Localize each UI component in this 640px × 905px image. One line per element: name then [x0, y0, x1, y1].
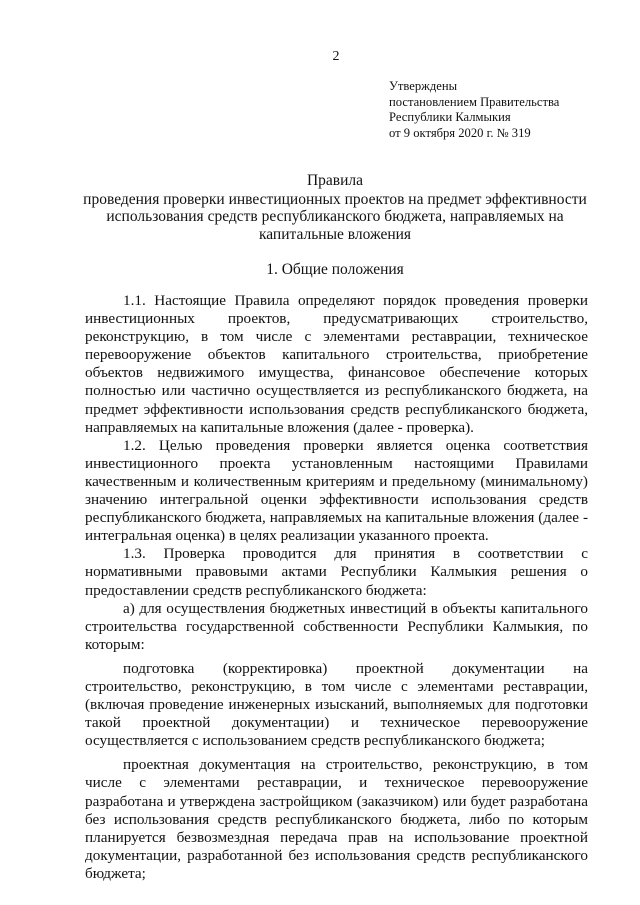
document-body [85, 292, 588, 883]
document-subtitle: проведения проверки инвестиционных проектов на предмет эффективности использования средств республиканского бюджета, направляемых на капитальные вложения [83, 190, 587, 243]
paragraph: 1.3. Проверка проводится для принятия в соответствии с нормативными правовыми актами Республики Калмыкия решения о предоставлении средств республиканского бюджета: [85, 545, 588, 599]
paragraph: подготовка (корректировка) проектной документации на строительство, реконструкцию, в том числе с элементами реставрации, (включая проведение инженерных изысканий, выполняемых для подготовки такой проектной документации) и техническое перевооружение осуществляется с использованием средств республиканского бюджета; [85, 659, 588, 750]
approval-line: постановлением Правительства [389, 94, 560, 109]
paragraph: проектная документация на строительство, реконструкцию, в том числе с элементами реставрации, и техническое перевооружение разработана и утверждена застройщиком (заказчиком) или будет разработана без использования средств республиканского бюджета, либо по которым планируется безвозмездная передача прав на использование проектной документации, разработанной без использования средств республиканского бюджета; [85, 756, 588, 882]
approval-line: Утверждены [389, 79, 458, 93]
paragraph: 1.1. Настоящие Правила определяют порядок проведения проверки инвестиционных проектов, предусматривающих строительство, реконструкцию, в том числе с элементами реставрации, техническое перевооружение объектов капитального строительства, приобретение объектов недвижимого имущества, финансовое обеспечение которых полностью или частично осуществляется из республиканского бюджета, на предмет эффективности использования средств республиканского бюджета, направляемых на капитальные вложения (далее - проверка). [85, 292, 588, 436]
paragraph: 1.2. Целью проведения проверки является оценка соответствия инвестиционного проекта установленным настоящими Правилами качественным и количественным критериям и предельному (минимальному) значению интегральной оценки эффективности использования средств республиканского бюджета, направляемых на капитальные вложения (далее - интегральная оценка) в целях реализации указанного проекта. [85, 436, 588, 545]
approval-line: Республики Калмыкия [389, 110, 511, 124]
section-heading: 1. Общие положения [266, 261, 404, 278]
document-title-block [80, 172, 590, 243]
approval-line: от 9 октября 2020 г. № 319 [389, 125, 531, 140]
approval-stamp [389, 79, 559, 141]
paragraph: а) для осуществления бюджетных инвестиций в объекты капитального строительства государственной собственности Республики Калмыкия, по которым: [85, 599, 588, 653]
page-number: 2 [332, 49, 340, 64]
document-title: Правила [306, 172, 364, 189]
